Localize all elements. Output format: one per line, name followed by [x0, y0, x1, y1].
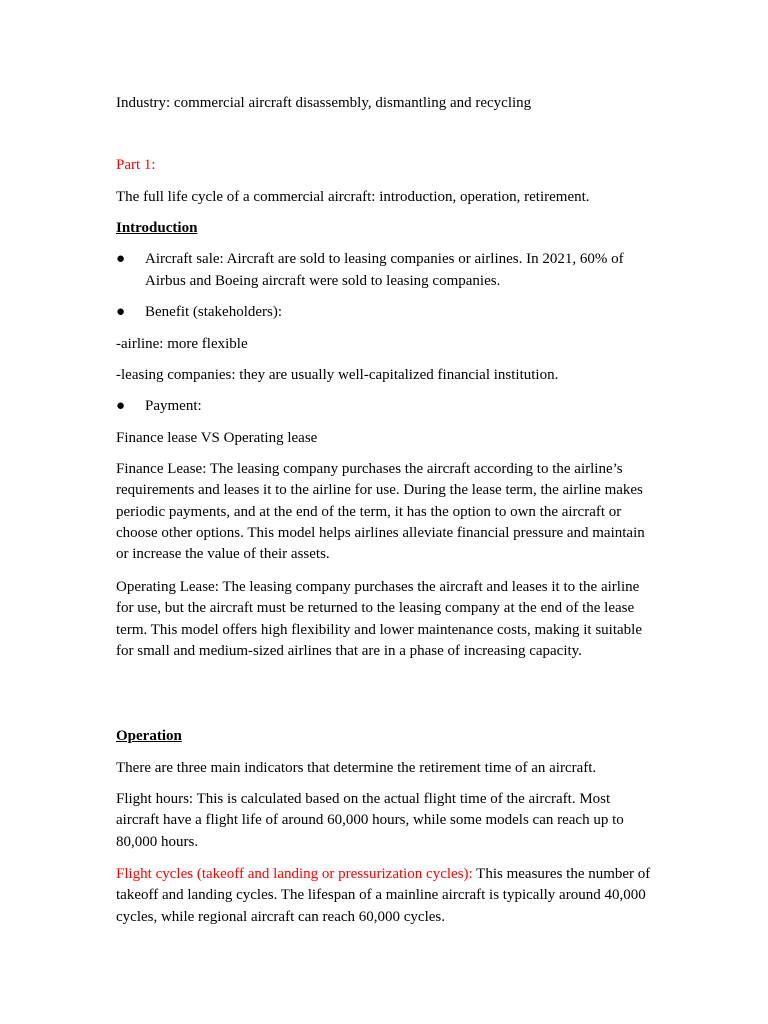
bullet-payment-text: Payment:	[145, 398, 202, 414]
part-label: Part 1:	[116, 157, 156, 173]
flight-cycles-text: This measures the number of takeoff and landing cycles. The lifespan of a mainline aircraft is typically around 40,000 cycles, while regional aircraft can reach 60,000 cycles.	[116, 866, 651, 925]
flight-cycles-paragraph	[116, 864, 656, 928]
bullet-dot-icon: ●	[116, 398, 126, 414]
lease-comparison-line: Finance lease VS Operating lease	[116, 430, 318, 446]
airline-benefit-line: -airline: more flexible	[116, 336, 248, 352]
lifecycle-line: The full life cycle of a commercial aircraft: introduction, operation, retirement.	[116, 189, 590, 205]
finance-lease-paragraph: Finance Lease: The leasing company purchases the aircraft according to the airline’s requirements and leases it to the airline for use. During the lease term, the airline makes periodic payments, and at the end of the term, it has the option to own the aircraft or choose other options. This model helps airlines alleviate financial pressure and maintain or increase the value of their assets.	[116, 461, 645, 563]
operation-heading: Operation	[116, 728, 182, 744]
bullet-benefit	[116, 302, 656, 324]
industry-line: Industry: commercial aircraft disassembly, dismantling and recycling	[116, 95, 532, 111]
bullet-aircraft-sale	[116, 249, 656, 292]
introduction-heading: Introduction	[116, 220, 198, 236]
operating-lease-paragraph: Operating Lease: The leasing company purchases the aircraft and leases it to the airline for use, but the aircraft must be returned to the leasing company at the end of the lease term. This model offers high flexibility and lower maintenance costs, making it suitable for small and medium-sized airlines that are in a phase of increasing capacity.	[116, 579, 642, 659]
flight-hours-paragraph: Flight hours: This is calculated based on the actual flight time of the aircraft. Most aircraft have a flight life of around 60,000 hours, while some models can reach up to 80,000 hours.	[116, 791, 624, 850]
leasing-benefit-line: -leasing companies: they are usually well-capitalized financial institution.	[116, 367, 559, 383]
bullet-payment	[116, 396, 656, 418]
bullet-dot-icon: ●	[116, 251, 126, 267]
bullet-dot-icon: ●	[116, 304, 126, 320]
flight-cycles-label: Flight cycles (takeoff and landing or pressurization cycles):	[116, 866, 473, 882]
indicators-line: There are three main indicators that determine the retirement time of an aircraft.	[116, 760, 597, 776]
bullet-benefit-text: Benefit (stakeholders):	[145, 304, 283, 320]
bullet-aircraft-sale-text: Aircraft sale: Aircraft are sold to leasing companies or airlines. In 2021, 60% of Airbus and Boeing aircraft were sold to leasing companies.	[145, 251, 624, 289]
